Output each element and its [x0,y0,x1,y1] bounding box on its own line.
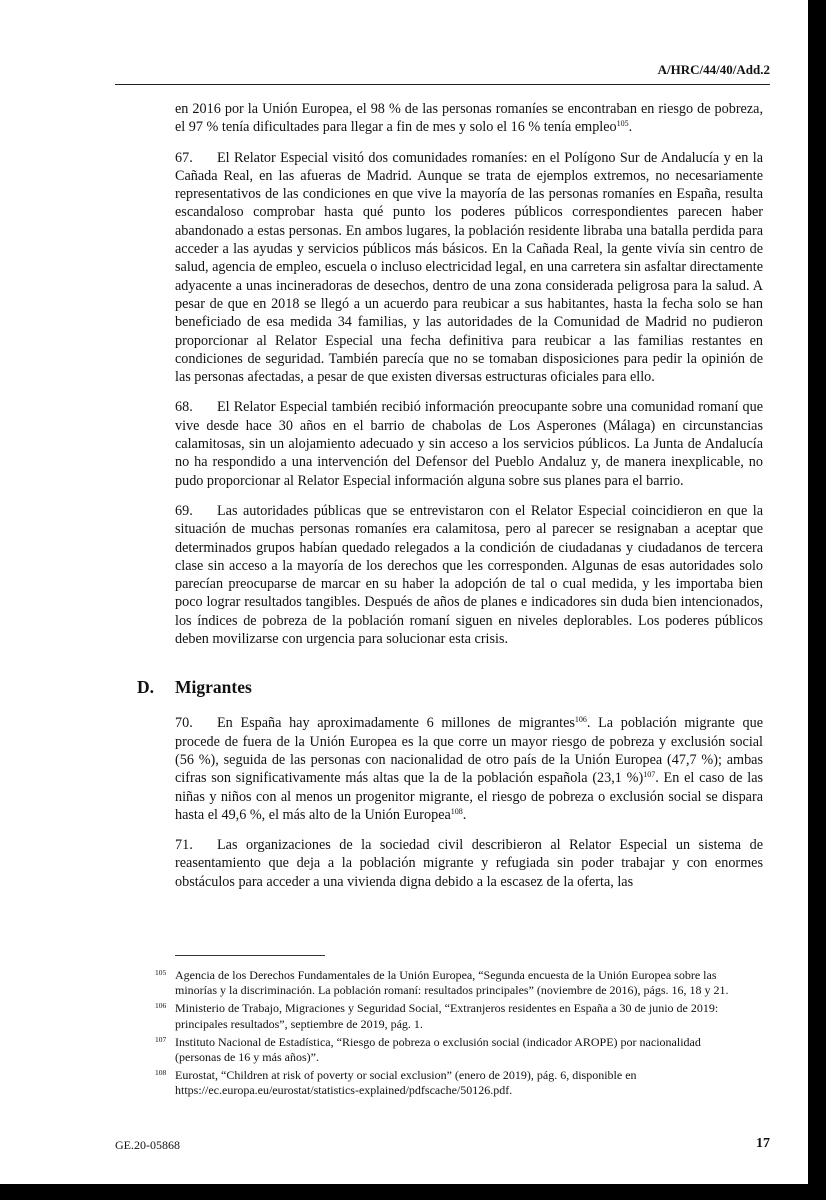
footnote-ref[interactable]: 106 [574,715,587,725]
paragraph-text: . [462,806,467,823]
paragraph-67 [175,149,763,387]
paragraph-69 [175,502,763,648]
paragraph-text: El Relator Especial visitó dos comunidades romaníes: en el Polígono Sur de Andalucía y en la Cañada Real, en las afueras de Madrid. Aunque se trata de ejemplos extremos, no necesariamente representativos de las condiciones en que vive la mayoría de las personas romaníes en España, resulta escandaloso comprobar hasta qué punto los poderes públicos correspondientes parecen haber abandonado a estas personas. En ambos lugares, la población residente libraba una batalla perdida para acceder a las ayudas y servicios públicos más básicos. En la Cañada Real, la gente vivía sin centro de salud, agencia de empleo, escuela o incluso electricidad legal, en una carretera sin asfaltar directamente adyacente a unas incineradoras de desechos, dentro de una zona considerada peligrosa para la salud. A pesar de que en 2018 se llegó a un acuerdo para reubicar a sus habitantes, hasta la fecha solo se han beneficiado de esa medida 34 familias, y las autoridades de la Comunidad de Madrid no pudieron proporcionar al Relator Especial una fecha definitiva para reubicar a las familias restantes en condiciones de seguridad. También parecía que no se tomaban disposiciones para pedir la opinión de las personas afectadas, a pesar de que existen diversas estructuras oficiales para ello. [175,149,763,386]
paragraph-text: . En el caso de las niñas y niños con al menos un progenitor migrante, el riesgo de pobreza o exclusión social se dispara hasta el 49,6 %, el más alto de la Unión Europea [175,770,764,823]
footnote-number: 107 [155,1034,167,1044]
paragraph-71 [175,836,763,891]
footnote-106 [155,1001,730,1031]
paragraph-text: Las autoridades públicas que se entrevistaron con el Relator Especial coincidieron en que la situación de muchas personas romaníes era calamitosa, pero al parecer se resignaban a aceptar que determinados grupos habían quedado relegados a la condición de ciudadanas y ciudadanos de tercera clase sin acceso a la mayoría de los derechos que les corresponden. Algunas de esas autoridades solo parecían preocuparse de marcar en su haber la adopción de tal o cual medida, y les importaba bien poco lograr resultados tangibles. Después de años de planes e indicadores sin duda bien intencionados, los índices de pobreza de la población romaní siguen en niveles deplorables. Los poderes públicos deben movilizarse con urgencia para solucionar esta crisis. [175,502,763,648]
section-title: Migrantes [175,677,252,698]
continuation-text: en 2016 por la Unión Europea, el 98 % de las personas romaníes se encontraban en riesgo de pobreza, el 97 % tenía dificultades para llegar a fin de mes y solo el 16 % tenía empleo [175,101,763,136]
paragraph-text: . La población migrante que procede de fuera de la Unión Europea es la que corre un mayor riesgo de pobreza y exclusión social (56 %), seguida de las personas con nacionalidad de otro país de la Unión Europea (47,7 %); ambas cifras son significativamente más altas que la de la población española (23,1 %) [175,715,763,787]
header-rule [115,84,770,85]
paragraph-text: En España hay aproximadamente 6 millones de migrantes [217,715,575,732]
footnotes [155,968,730,1102]
footnote-ref[interactable]: 107 [643,770,656,780]
paragraph-number: 67. [175,149,193,166]
continuation-tail: . [628,119,633,136]
footnote-number: 108 [155,1068,167,1078]
paragraph-number: 71. [175,837,193,854]
main-text [137,100,764,903]
paragraph-number: 69. [175,502,193,519]
footnote-107 [155,1034,730,1065]
page-number: 17 [756,1136,770,1151]
footnote-text: Eurostat, “Children at risk of poverty or social exclusion” (enero de 2019), pág. 6, disponible en https://ec.europa.eu/eurostat/statistics-explained/pdfscache/50126.pdf. [175,1068,637,1098]
footnote-number: 106 [155,1001,167,1011]
paragraph-text: Las organizaciones de la sociedad civil describieron al Relator Especial un sistema de reasentamiento que deja a la población migrante y refugiada sin poder trabajar y con enormes obstáculos para acceder a una vivienda digna debido a la escasez de la oferta, las [175,837,763,890]
footnote-ref[interactable]: 108 [450,806,463,816]
footnote-separator [175,955,325,956]
footnote-108 [155,1068,730,1098]
document-symbol: A/HRC/44/40/Add.2 [657,62,770,77]
footnote-text: Ministerio de Trabajo, Migraciones y Seguridad Social, “Extranjeros residentes en España a 30 de junio de 2019: principales resultados”, septiembre de 2019, pág. 1. [175,1001,719,1031]
footnote-number: 105 [155,968,167,977]
footnote-text: Instituto Nacional de Estadística, “Riesgo de pobreza o exclusión social (indicador AROPE) por nacionalidad (personas de 16 y más años)”. [175,1034,701,1065]
continuation-paragraph [175,100,763,137]
job-number: GE.20-05868 [115,1138,180,1152]
paragraph-number: 68. [175,399,193,416]
paragraph-number: 70. [175,715,193,732]
footnote-text: Agencia de los Derechos Fundamentales de la Unión Europea, “Segunda encuesta de la Unión Europea sobre las minorías y la discriminación. La población romaní: resultados principales” (noviembre de 2016), págs. 16, 18 y 21. [175,968,729,998]
paragraph-text: El Relator Especial también recibió información preocupante sobre una comunidad romaní que vive desde hace 30 años en el barrio de chabolas de Los Asperones (Málaga) en circunstancias calamitosas, sin un alojamiento adecuado y sin acceso a los servicios públicos. La Junta de Andalucía no ha respondido a una intervención del Defensor del Pueblo Andaluz y, de manera inexplicable, no pudo proporcionar al Relator Especial información alguna sobre sus planes para el barrio. [175,399,763,489]
paragraph-70 [175,714,763,824]
section-letter: D. [137,677,155,698]
footnote-105 [155,968,730,998]
footnote-ref[interactable]: 105 [616,119,629,129]
section-heading [137,676,763,698]
paragraph-68 [175,398,763,489]
